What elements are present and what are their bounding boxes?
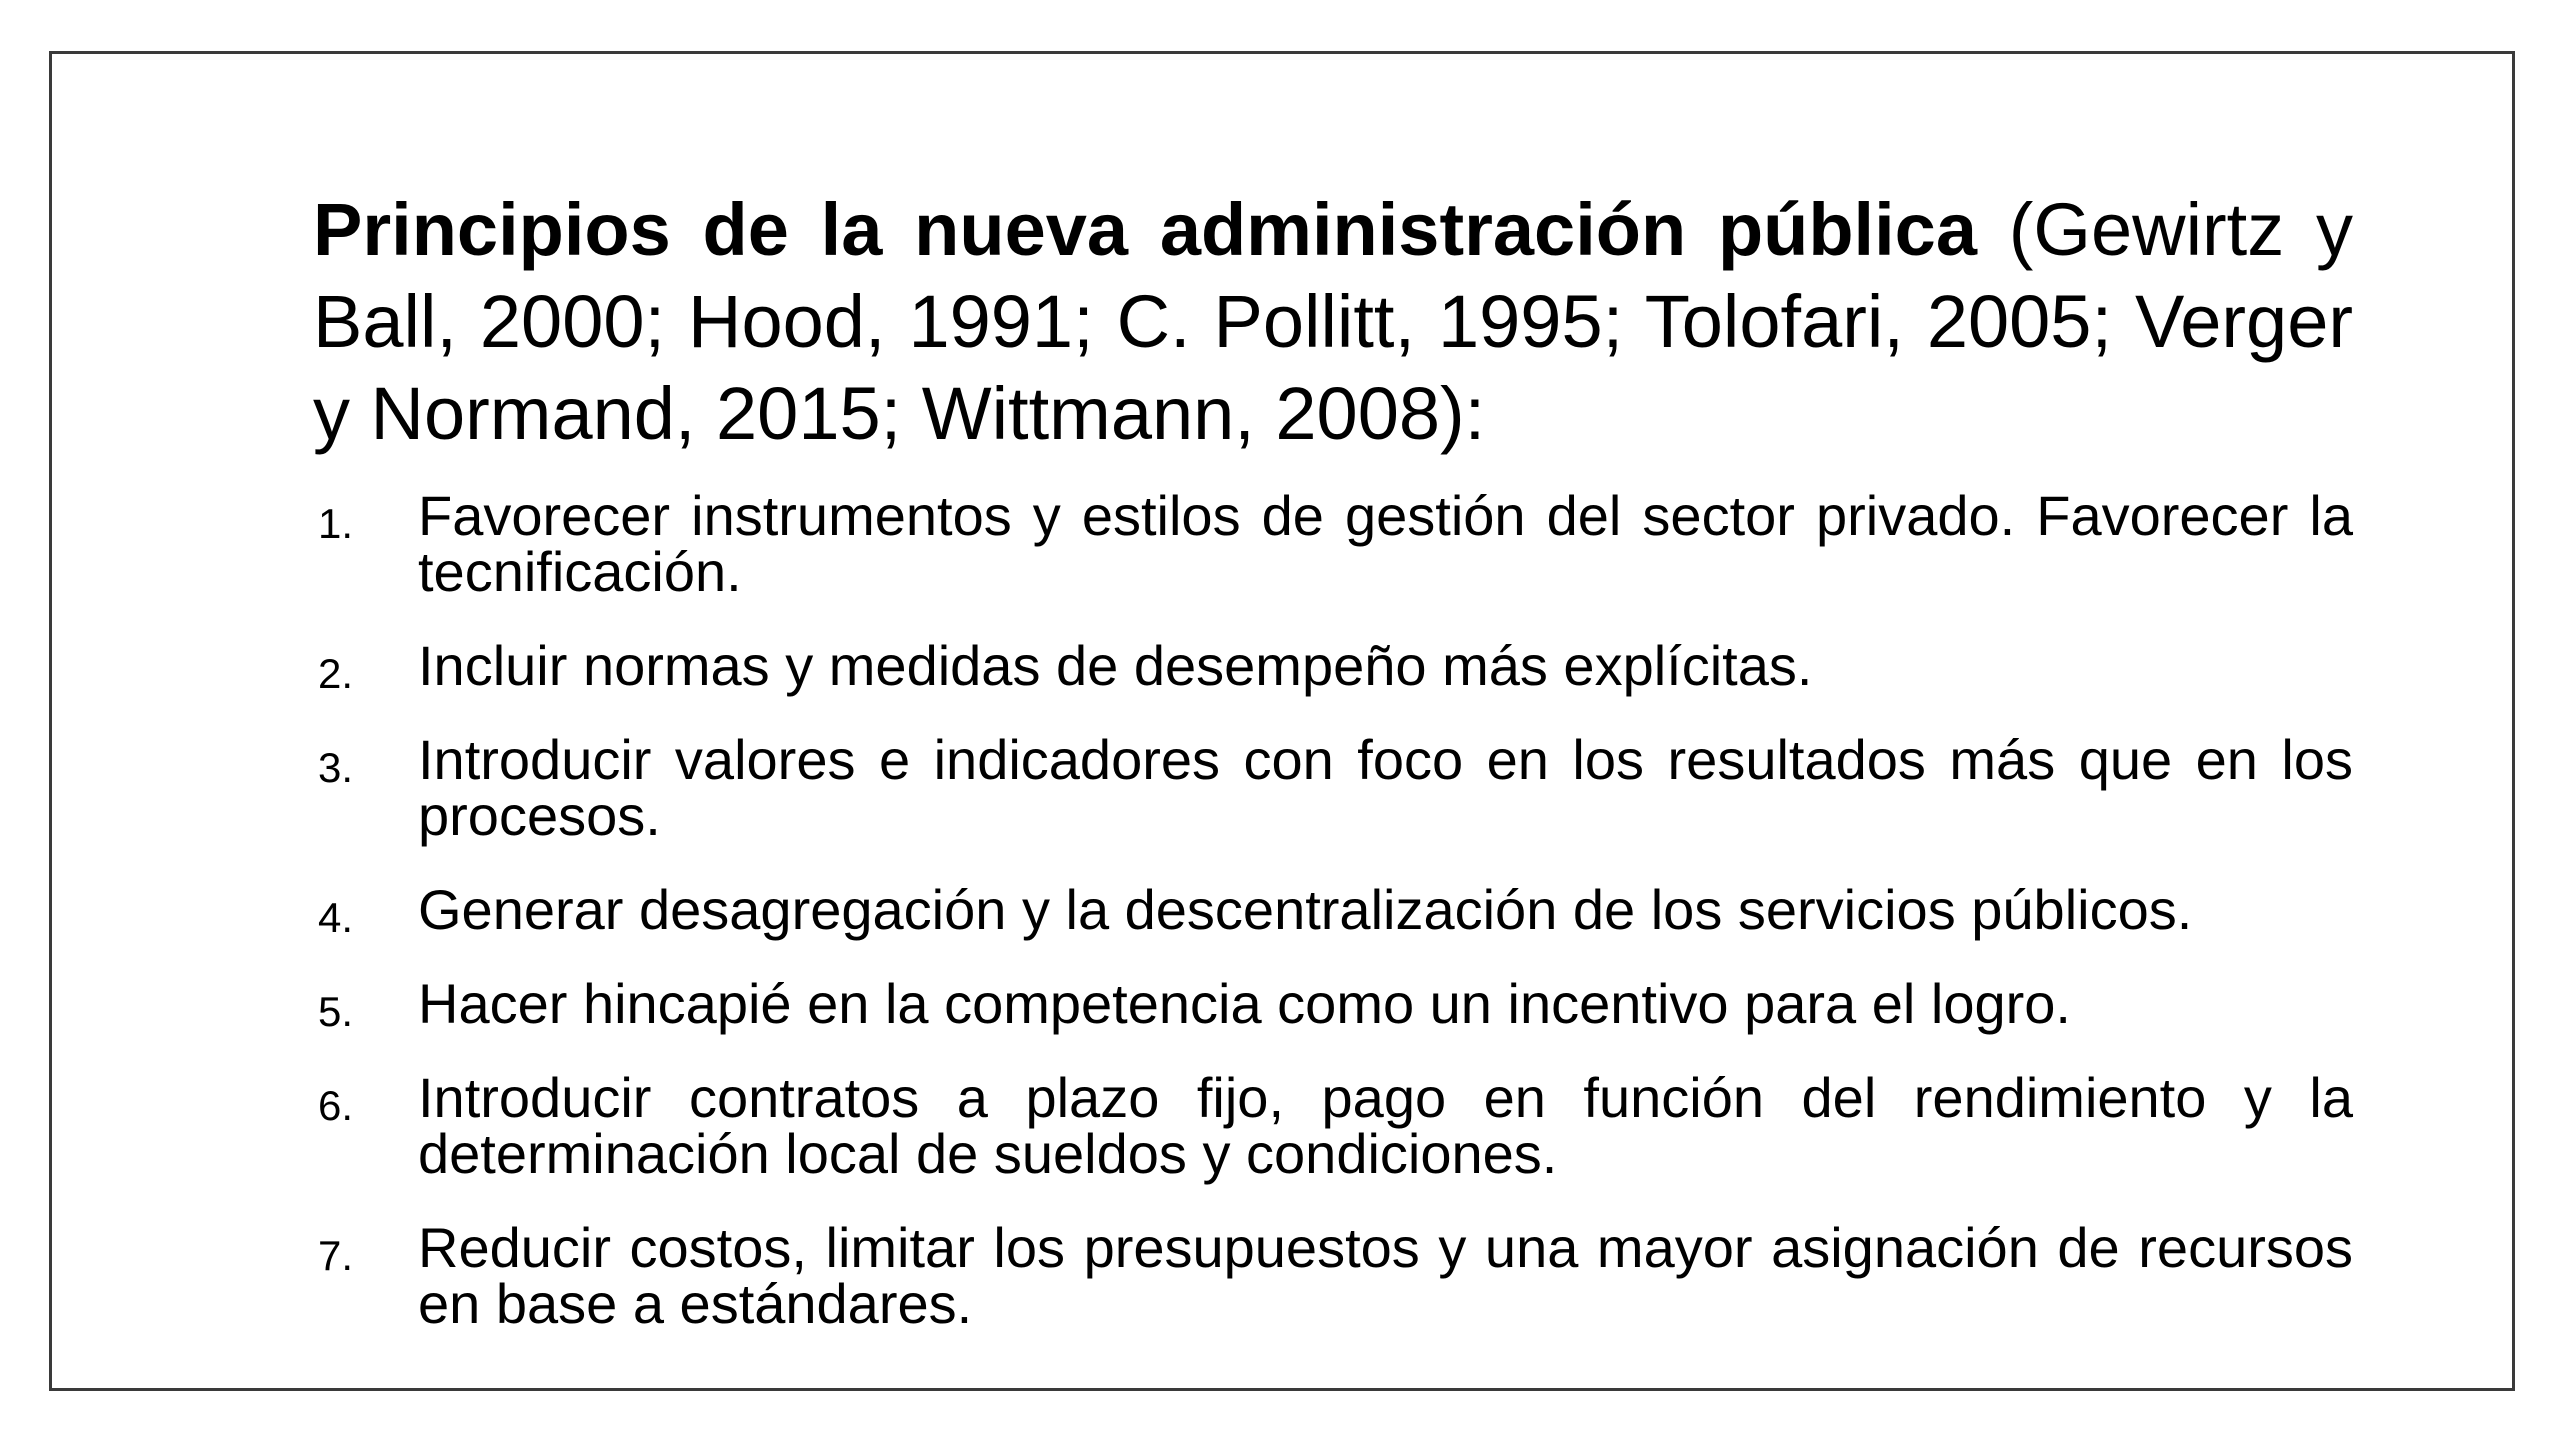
list-item (313, 1216, 2353, 1335)
heading-bold-title: Principios de la nueva administración pública (313, 188, 1977, 271)
list-item (313, 728, 2353, 847)
list-item-text: Generar desagregación y la descentralización de los servicios públicos. (418, 878, 2193, 941)
list-item-text: Reducir costos, limitar los presupuestos y una mayor asignación de recursos en base a estándares. (418, 1216, 2353, 1335)
list-item-number: 7. (318, 1232, 354, 1279)
list-item-number: 6. (318, 1082, 354, 1129)
list-item-text: Favorecer instrumentos y estilos de gestión del sector privado. Favorecer la tecnificación. (418, 484, 2353, 603)
list-item (313, 1066, 2353, 1185)
list-item-text: Introducir contratos a plazo fijo, pago en función del rendimiento y la determinación local de sueldos y condiciones. (418, 1066, 2353, 1185)
slide-frame (49, 51, 2515, 1391)
list-item-text: Hacer hincapié en la competencia como un incentivo para el logro. (418, 972, 2071, 1035)
heading-citations: (Gewirtz y Ball, 2000; Hood, 1991; C. Pollitt, 1995; Tolofari, 2005; Verger y Normand, 2015; Wittmann, 2008): (313, 188, 2354, 455)
list-item (313, 484, 2353, 603)
list-item (313, 972, 2353, 1035)
list-item-text: Introducir valores e indicadores con foco en los resultados más que en los procesos. (418, 728, 2353, 847)
list-item (313, 878, 2353, 941)
slide-heading (313, 184, 2353, 460)
list-item-number: 1. (318, 500, 354, 547)
slide-content (313, 184, 2353, 1370)
principles-list (313, 484, 2353, 1335)
list-item-number: 4. (318, 894, 354, 941)
list-item-number: 3. (318, 744, 354, 791)
list-item-text: Incluir normas y medidas de desempeño más explícitas. (418, 634, 1813, 697)
list-item-number: 2. (318, 650, 354, 697)
list-item-number: 5. (318, 988, 354, 1035)
list-item (313, 634, 2353, 697)
